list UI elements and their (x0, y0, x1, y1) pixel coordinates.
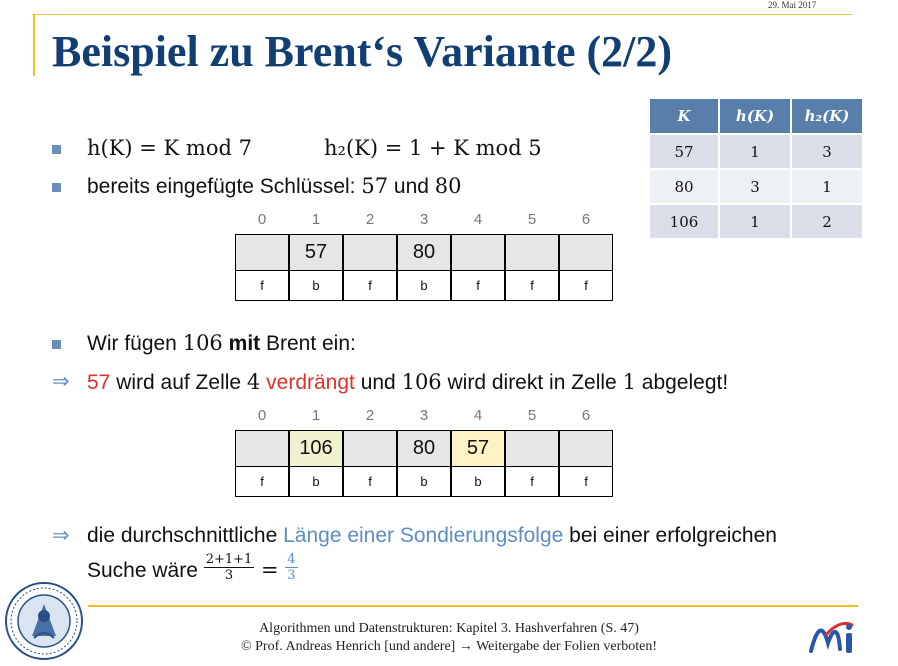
cell-flag: b (397, 270, 451, 301)
hash-cell (559, 430, 613, 467)
cell-flag: b (289, 270, 343, 301)
cell-index: 4 (473, 407, 483, 424)
cell-index: 1 (311, 407, 321, 424)
bottom-rule (88, 605, 858, 607)
cell-flag: f (235, 466, 289, 497)
hash-cell (235, 234, 289, 271)
cell-index: 5 (527, 407, 537, 424)
h-cell: 1 (719, 134, 791, 169)
key-cell: 80 (649, 169, 719, 204)
header-h2: h₂(K) (791, 98, 863, 134)
hash-cell: 57 (289, 234, 343, 271)
hash-cell: 57 (451, 430, 505, 467)
implies-arrow-icon: ⇒ (52, 370, 70, 393)
h2-definition: h₂(K) = 1 + K mod 5 (324, 136, 542, 160)
top-rule (32, 14, 852, 15)
slide-title: Beispiel zu Brent‘s Variante (2/2) (52, 27, 673, 76)
h-cell: 3 (719, 169, 791, 204)
hash-cell: 80 (397, 430, 451, 467)
table-row (649, 134, 863, 169)
footer-copyright: © Prof. Andreas Henrich [und andere] → Weitergabe der Folien verboten! (240, 639, 658, 654)
hash-cell (343, 430, 397, 467)
bullet-square-icon (52, 183, 61, 192)
h2-cell: 2 (791, 204, 863, 239)
cell-index: 0 (257, 211, 267, 228)
key-cell: 57 (649, 134, 719, 169)
cell-index: 4 (473, 211, 483, 228)
cell-flag: f (559, 466, 613, 497)
hash-cell (505, 234, 559, 271)
cell-flag: b (451, 466, 505, 497)
table-row (649, 204, 863, 239)
displacement-text: 57 wird auf Zelle 4 verdrängt und 106 wird direkt in Zelle 1 abgelegt! (87, 370, 729, 394)
implies-arrow-icon: ⇒ (52, 524, 70, 547)
cell-flag: f (343, 270, 397, 301)
cell-flag: f (505, 270, 559, 301)
hash-cell (235, 430, 289, 467)
cell-flag: b (289, 466, 343, 497)
cell-index: 1 (311, 211, 321, 228)
hash-cell (451, 234, 505, 271)
h-cell: 1 (719, 204, 791, 239)
h2-cell: 3 (791, 134, 863, 169)
key-cell: 106 (649, 204, 719, 239)
cell-flag: f (505, 466, 559, 497)
header-h: h(K) (719, 98, 791, 134)
table-row (649, 169, 863, 204)
fraction-result: $\frac{4}{3}$ (287, 552, 296, 583)
insert-brent-text: Wir fügen 106 mit Brent ein: (87, 331, 356, 355)
cell-index: 2 (365, 211, 375, 228)
h-definition: h(K) = K mod 7 (87, 136, 252, 160)
hash-cell (343, 234, 397, 271)
ai-logo-icon (808, 613, 858, 659)
footer-course: Algorithmen und Datenstrukturen: Kapitel 3. Hashverfahren (S. 47) (259, 621, 639, 636)
fraction-sum: $\frac{2+1+1}{3}$ (205, 552, 253, 583)
key-hash-table (648, 97, 864, 240)
cell-flag: f (235, 270, 289, 301)
cell-index: 3 (419, 407, 429, 424)
header-k: K (649, 98, 719, 134)
average-length-text: die durchschnittliche Länge einer Sondierungsfolge bei einer erfolgreichen (87, 524, 777, 547)
cell-index: 6 (581, 407, 591, 424)
bullet-square-icon (52, 340, 61, 349)
cell-flag: f (451, 270, 505, 301)
title-accent-bar (33, 14, 35, 76)
h2-cell: 1 (791, 169, 863, 204)
cell-index: 0 (257, 407, 267, 424)
cell-index: 2 (365, 407, 375, 424)
hash-cell: 80 (397, 234, 451, 271)
cell-flag: f (343, 466, 397, 497)
cell-index: 5 (527, 211, 537, 228)
hash-cell (505, 430, 559, 467)
inserted-keys-text: bereits eingefügte Schlüssel: 57 und 80 (87, 174, 462, 198)
slide-date: 29. Mai 2017 (768, 0, 817, 10)
cell-flag: b (397, 466, 451, 497)
cell-flag: f (559, 270, 613, 301)
bullet-square-icon (52, 145, 61, 154)
cell-index: 6 (581, 211, 591, 228)
hash-cell (559, 234, 613, 271)
university-seal-icon (3, 580, 85, 662)
average-length-formula: Suche wäre $\frac{2+1+1}{3}$ = $\frac{4}{3}$ (87, 552, 296, 583)
hash-cell: 106 (289, 430, 343, 467)
cell-index: 3 (419, 211, 429, 228)
